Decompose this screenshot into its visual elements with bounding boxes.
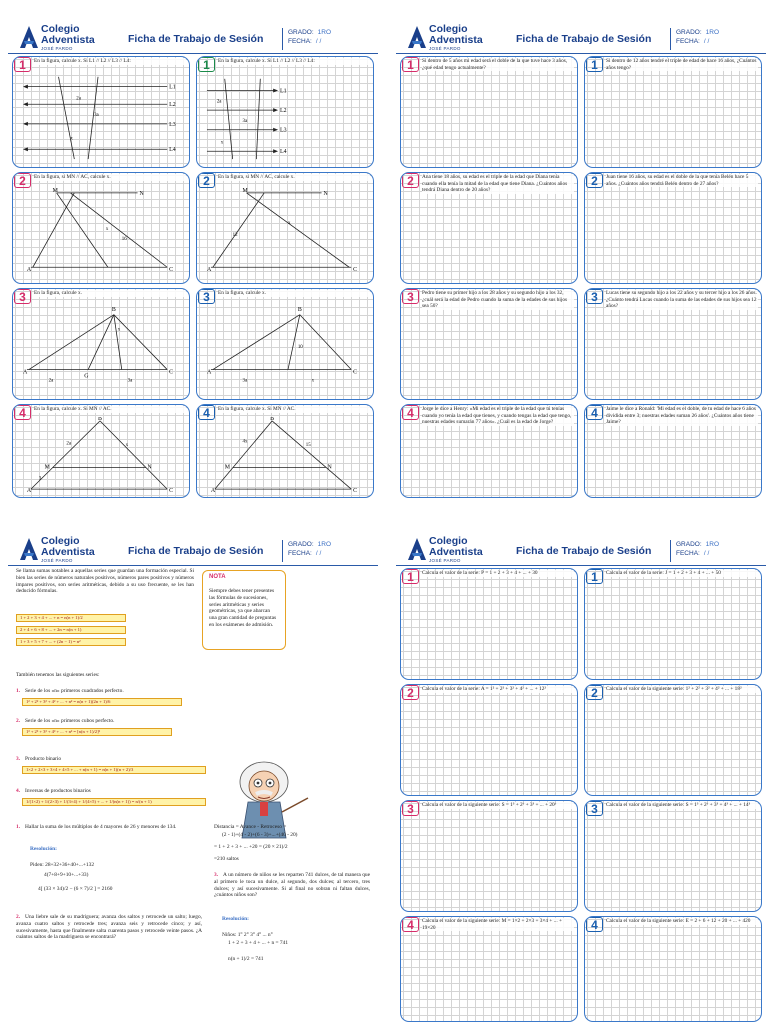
exercise-box: [400, 568, 578, 680]
nota-box: [202, 570, 286, 650]
solution-line: n(n + 1)/2 = 741: [228, 956, 264, 962]
label-x: x: [117, 327, 121, 333]
worksheet-ages: [396, 20, 766, 500]
sheet-title: Ficha de Trabajo de Sesión: [128, 33, 264, 45]
exercise-prompt: En la figura, si MN // AC, calcule x.: [218, 174, 370, 181]
worksheet-geometry: [8, 20, 378, 500]
label-2x: 2a: [48, 378, 54, 384]
exercise-prompt: En la figura, calcule x. Si L1 // L2 // L3 // L4:: [218, 58, 370, 65]
header-meta: [676, 540, 719, 558]
problem-3: [214, 872, 370, 899]
exercise-prompt: Jorge le dice a Henry: «Mi edad es el triple de la edad que tú tenías cuando yo tenía la edad que tienes, y cuando tengas la edad que tengo, nuestras edades sumarán 77 años». ¿Cuál es la edad de Jorge?: [422, 406, 574, 426]
label-m: M: [242, 187, 248, 194]
label-3a: 3a: [94, 113, 99, 118]
exercise-number: 2: [402, 173, 419, 188]
formula-squares: 1² + 2² + 3² + 4² + ... + n² = n(n + 1)(2n + 1)/6: [22, 698, 182, 706]
exercise-prompt: Calcula el valor de la siguiente serie: S = 1³ + 2³ + 3³ + 4³ + ... + 14³: [606, 802, 758, 809]
exercise-number: 2: [586, 685, 603, 700]
fecha-value: / /: [315, 38, 322, 45]
formula-naturals: 1 + 2 + 3 + 4 + ... + n = n(n + 1)/2: [16, 614, 126, 622]
label-c: C: [353, 369, 358, 376]
series-title: Serie de los «n» primeros cubos perfecto.: [25, 718, 115, 724]
exercise-number: 1: [402, 569, 419, 584]
sheet-header: [396, 532, 766, 566]
problem-text: Una liebre sale de su madriguera; avanza dos saltos y retrocede un salto; luego, avanza cuatro saltos y retrocede tres; avanza seis y retrocede cinco; y así, sucesivamente, hasta que finalmente salta cuarenta pasos y retrocede veinte pasos. ¿A cuántos saltos de la madriguera se encontrará?: [16, 914, 202, 941]
label-l4: L4: [280, 149, 287, 156]
grado-value: 1RO: [317, 29, 332, 36]
label-a: A: [206, 267, 212, 274]
formula-odds: 1 + 3 + 5 + 7 + ... + (2n − 1) = n²: [16, 638, 126, 646]
grado-label: GRADO:: [676, 541, 702, 548]
exercise-box: [400, 800, 578, 912]
exercise-box: [584, 684, 762, 796]
label-c: C: [353, 488, 358, 493]
label-b: B: [111, 306, 116, 313]
exercise-number: 2: [14, 173, 31, 188]
series-binary-product: 3. Producto binario: [16, 756, 62, 762]
label-l3: L3: [169, 121, 176, 128]
parallel-lines-figure: [19, 69, 183, 163]
label-n: N: [323, 190, 328, 197]
exercise-prompt: Calcula el valor de la serie: P = 1 + 2 + 3 + 4 + ... + 30: [422, 570, 574, 577]
grado-label: GRADO:: [288, 29, 314, 36]
grado-value: 1RO: [317, 541, 332, 548]
exercise-prompt: En la figura, calcule x. Si MN // AC.: [218, 406, 370, 413]
label-n: N: [147, 464, 152, 471]
label-3x: 3a: [242, 378, 248, 384]
label-x: x: [125, 443, 129, 449]
exercise-prompt: En la figura, calcule x.: [34, 290, 186, 297]
problem-1: [16, 824, 202, 831]
nota-body: Siempre debes tener presentes las fórmulas de sucesiones, series aritméticas y series geométricas, ya que abarcan una gran cantidad de preguntas en los exámenes de admisión.: [209, 588, 277, 628]
exercise-number: 4: [402, 917, 419, 932]
exercise-number: 4: [198, 405, 215, 420]
header-meta: [288, 540, 331, 558]
exercise-prompt: Calcula el valor de la serie: A = 1² + 2² + 3² + 4² + ... + 12²: [422, 686, 574, 693]
exercise-box: [584, 800, 762, 912]
triangle-figure: [203, 301, 367, 395]
label-a: A: [26, 267, 32, 274]
label-l3: L3: [280, 127, 287, 134]
nota-title: NOTA: [209, 574, 226, 580]
header-divider: [282, 28, 283, 50]
label-2a: 2a: [216, 99, 222, 105]
label-n: N: [327, 464, 332, 471]
formula-evens: 2 + 4 + 6 + 8 + ... + 2n = n(n + 1): [16, 626, 126, 634]
exercise-number: 3: [586, 801, 603, 816]
formula-binary-product: 1×2 + 2×3 + 3×4 + 4×5 + ... + n(n + 1) = n(n + 1)(n + 2)/3: [22, 766, 206, 774]
exercise-prompt: Calcula el valor de la siguiente serie: M = 1×2 + 2×3 + 3×4 + ... + 19×20: [422, 918, 574, 931]
exercise-box: [12, 172, 190, 284]
label-a: A: [22, 369, 28, 376]
exercise-prompt: En la figura, calcule x. Si L1 // L2 // L3 // L4:: [34, 58, 186, 65]
exercise-prompt: Lucas tiene su segundo hijo a los 22 años y su tercer hijo a los 26 años. ¿Cuánto tendrá Lucas cuando la suma de las edades de sus hijos sea 12 años?: [606, 290, 757, 310]
problem-number: 2.: [16, 914, 21, 920]
triangle-figure: [19, 301, 183, 395]
label-x: x: [287, 221, 291, 227]
sheet-header: [8, 532, 378, 566]
exercise-box: [584, 56, 762, 168]
logo-a-icon: [20, 538, 38, 560]
exercise-number: 2: [402, 685, 419, 700]
exercise-box: [584, 916, 762, 1022]
label-x: x: [311, 378, 315, 384]
label-c: C: [169, 267, 174, 274]
logo-line1: Colegio: [429, 23, 468, 35]
exercise-box: [12, 288, 190, 400]
exercise-number: 4: [402, 405, 419, 420]
label-g: G: [84, 373, 89, 380]
exercise-box: [196, 404, 374, 498]
logo-line2: Adventista: [41, 546, 95, 558]
exercise-prompt: Jaime le dice a Ronald: 'Mi edad es el doble, de tu edad de hace 6 años dividida entre 3; nuestras edades suman 26 años'. ¿Cuántos años tiene Jaime?: [606, 406, 758, 426]
label-3: 3: [38, 476, 42, 482]
also-text: También tenemos las siguientes series:: [16, 672, 100, 678]
exercise-box: [584, 288, 762, 400]
header-meta: [676, 28, 719, 46]
distance-line: Distancia = Avance - Retroceso =: [214, 824, 287, 830]
worksheet-series: [396, 532, 766, 1024]
exercise-prompt: Juan tiene 16 años, su edad es el doble de la que tenía Belén hace 5 años. ¿Cuántos años tendrá Belén dentro de 27 años?: [606, 174, 758, 187]
resolution-label: Resolución:: [222, 916, 249, 922]
label-c: C: [169, 488, 174, 493]
sheet-title: Ficha de Trabajo de Sesión: [128, 545, 264, 557]
crossing-triangle-figure: [19, 185, 183, 279]
problem-text: Hallar la suma de los múltiplos de 4 mayores de 26 y menores de 134.: [25, 824, 177, 830]
label-a: A: [210, 488, 216, 493]
label-b: B: [297, 306, 302, 313]
sheet-header: [8, 20, 378, 54]
label-2a: 2a: [76, 96, 81, 102]
label-m: M: [224, 464, 231, 471]
exercise-number: 1: [198, 57, 215, 72]
exercise-prompt: En la figura, calcule x.: [218, 290, 370, 297]
exercise-box: [196, 172, 374, 284]
fecha-label: FECHA:: [676, 550, 700, 557]
label-c: C: [169, 369, 174, 376]
resolution-label: Resolución:: [30, 846, 57, 852]
exercise-box: [400, 56, 578, 168]
logo-line2: Adventista: [41, 34, 95, 46]
exercise-box: [400, 404, 578, 498]
exercise-box: [12, 56, 190, 168]
label-x: x: [105, 227, 109, 233]
header-meta: [288, 28, 331, 46]
label-m: M: [44, 464, 50, 471]
crossing-triangle-figure: [203, 185, 367, 279]
series-title: Serie de los «n» primeros cuadrados perfecto.: [25, 688, 124, 694]
exercise-box: [400, 172, 578, 284]
fecha-label: FECHA:: [676, 38, 700, 45]
exercise-box: [584, 404, 762, 498]
label-16: 16: [121, 236, 127, 242]
label-10: 10: [297, 345, 303, 350]
exercise-box: [12, 404, 190, 498]
exercise-prompt: Pedro tiene su primer hijo a los 28 años y su segundo hijo a los 32, ¿cuál será la edad de Pedro cuando la suma de la edades de sus hijos sea 50?: [422, 290, 574, 310]
series-cubes: 2. Serie de los «n» primeros cubos perfecto.: [16, 718, 115, 724]
logo-line2: Adventista: [429, 546, 483, 558]
exercise-number: 2: [198, 173, 215, 188]
logo-sub: JOSÉ PARDO: [41, 46, 73, 51]
sheet-title: Ficha de Trabajo de Sesión: [516, 545, 652, 557]
parallel-lines-figure: [203, 69, 367, 163]
sheet-header: [396, 20, 766, 54]
solution-line: 4(7+8+9+10+...+33): [44, 872, 89, 878]
label-4x: 4x: [242, 439, 248, 445]
grado-value: 1RO: [705, 541, 720, 548]
distance-line: =210 saltos: [214, 856, 239, 862]
exercise-prompt: Si dentro de 5 años mi edad será el doble de la que tuve hace 3 años, ¿qué edad tengo actualmente?: [422, 58, 574, 71]
exercise-number: 1: [586, 569, 603, 584]
logo-a-icon: [408, 538, 426, 560]
exercise-number: 4: [586, 405, 603, 420]
formula-cubes: 1³ + 2³ + 3³ + 4³ + ... + n³ = [n(n + 1)/2]²: [22, 728, 172, 736]
header-divider: [670, 540, 671, 562]
school-logo: [20, 24, 120, 52]
exercise-number: 3: [14, 289, 31, 304]
label-x: x: [220, 140, 224, 146]
exercise-box: [400, 684, 578, 796]
label-c: C: [353, 267, 358, 274]
label-b: B: [98, 417, 102, 422]
exercise-number: 3: [402, 801, 419, 816]
grado-label: GRADO:: [288, 541, 314, 548]
fecha-label: FECHA:: [288, 550, 312, 557]
series-inverse-products: 4. Inversas de productos binarios: [16, 788, 91, 794]
exercise-number: 3: [402, 289, 419, 304]
label-m: M: [52, 187, 58, 194]
exercise-prompt: Calcula el valor de la siguiente serie: S = 1³ + 2³ + 3³ + ... + 20³: [422, 802, 574, 809]
logo-line1: Colegio: [41, 535, 80, 547]
label-12: 12: [232, 232, 238, 238]
series-squares: 1. Serie de los «n» primeros cuadrados perfecto.: [16, 688, 124, 694]
header-divider: [282, 540, 283, 562]
label-l2: L2: [169, 102, 176, 109]
label-n: N: [139, 190, 144, 197]
exercise-prompt: En la figura, calcule x. Si MN // AC.: [34, 406, 186, 413]
exercise-number: 1: [14, 57, 31, 72]
intro-text: Se llama sumas notables a aquellas series que guardan una formación especial. Si bien las series de números naturales positivos, números pares positivos y números impares positivos, son series aritméticas, debido a su uso frecuente, se les han deducido fórmulas.: [16, 568, 194, 595]
problem-2: [16, 914, 202, 941]
fecha-value: / /: [315, 550, 322, 557]
label-2a: 2a: [66, 441, 72, 447]
distance-line: (2 - 1)+(4 - 2)+(6 - 3)+...+(40 - 20): [222, 832, 298, 838]
logo-sub: JOSÉ PARDO: [429, 46, 461, 51]
exercise-box: [196, 56, 374, 168]
distance-line: = 1 + 2 + 3 + ... +20 = (20 × 21)/2: [214, 844, 288, 850]
exercise-number: 4: [586, 917, 603, 932]
logo-line2: Adventista: [429, 34, 483, 46]
solution-line: 4[ (33 × 34)/2 − (6 × 7)/2 ] = 2160: [38, 886, 113, 892]
exercise-number: 1: [402, 57, 419, 72]
exercise-prompt: Calcula el valor de la siguiente serie: 1² + 2² + 3² + 4² + ... + 18²: [606, 686, 758, 693]
label-15: 15: [305, 443, 311, 449]
label-l2: L2: [280, 108, 287, 115]
formula-inverse-products: 1/(1×2) + 1/(2×3) + 1/(3×4) + 1/(4×5) + ... + 1/(n(n + 1)) = n/(n + 1): [22, 798, 206, 806]
school-logo: [408, 24, 508, 52]
logo-line1: Colegio: [429, 535, 468, 547]
label-l1: L1: [169, 84, 176, 91]
school-logo: [20, 536, 120, 564]
label-x: x: [70, 136, 73, 142]
exercise-number: 3: [586, 289, 603, 304]
parallel-in-triangle-figure: [203, 417, 367, 493]
logo-a-icon: [20, 26, 38, 48]
label-l4: L4: [169, 147, 176, 154]
worksheet-theory: [8, 532, 378, 1024]
label-3x: 3a: [127, 378, 133, 384]
problem-text: A un número de niños se les reparten 741 dulces, de tal manera que al primero le toca un dulce, al segundo, dos dulces; al tercero, tres dulces; y así sucesivamente. Si al final no sobran ni faltan dulces, ¿cuántos niños son?: [214, 872, 370, 899]
solution-line: Niños: 1° 2° 3° 4° ... n°: [222, 932, 273, 938]
exercise-number: 4: [14, 405, 31, 420]
grado-value: 1RO: [705, 29, 720, 36]
exercise-box: [400, 288, 578, 400]
logo-sub: JOSÉ PARDO: [429, 558, 461, 563]
solution-line: Piden: 28+32+36+40+...+132: [30, 862, 95, 868]
logo-a-icon: [408, 26, 426, 48]
label-b: B: [270, 417, 275, 422]
label-3a: 3a: [242, 118, 248, 124]
parallel-in-triangle-figure: [19, 417, 183, 493]
series-title: Producto binario: [25, 756, 62, 762]
exercise-number: 3: [198, 289, 215, 304]
problem-number: 3.: [214, 872, 219, 878]
exercise-number: 2: [586, 173, 603, 188]
label-l1: L1: [280, 88, 287, 95]
exercise-prompt: Calcula el valor de la siguiente serie: E = 2 + 6 + 12 + 20 + ... + 420: [606, 918, 758, 925]
exercise-box: [400, 916, 578, 1022]
exercise-prompt: Si dentro de 12 años tendré el triple de edad de hace 16 años, ¿Cuántos años tengo?: [606, 58, 757, 71]
label-a: A: [206, 369, 212, 376]
logo-line1: Colegio: [41, 23, 80, 35]
grado-label: GRADO:: [676, 29, 702, 36]
exercise-number: 1: [586, 57, 603, 72]
solution-line: 1 + 2 + 3 + 4 + ... + n = 741: [228, 940, 289, 946]
exercise-box: [584, 568, 762, 680]
fecha-label: FECHA:: [288, 38, 312, 45]
school-logo: [408, 536, 508, 564]
header-divider: [670, 28, 671, 50]
sheet-title: Ficha de Trabajo de Sesión: [516, 33, 652, 45]
logo-sub: JOSÉ PARDO: [41, 558, 73, 563]
series-title: Inversas de productos binarios: [25, 788, 91, 794]
fecha-value: / /: [703, 38, 710, 45]
exercise-prompt: Calcula el valor de la serie: J = 1 + 2 + 3 + 4 + ... + 50: [606, 570, 758, 577]
label-a: A: [26, 488, 32, 493]
fecha-value: / /: [703, 550, 710, 557]
exercise-prompt: Ana tiene 18 años, su edad es el triple de la edad que Diana tenía cuando ella tenía la mitad de la edad que tiene Diana. ¿Cuántos años tendrá Diana dentro de 20 años?: [422, 174, 574, 194]
exercise-prompt: En la figura, si MN // AC, calcule x.: [34, 174, 186, 181]
exercise-box: [196, 288, 374, 400]
exercise-box: [584, 172, 762, 284]
problem-number: 1.: [16, 824, 21, 830]
